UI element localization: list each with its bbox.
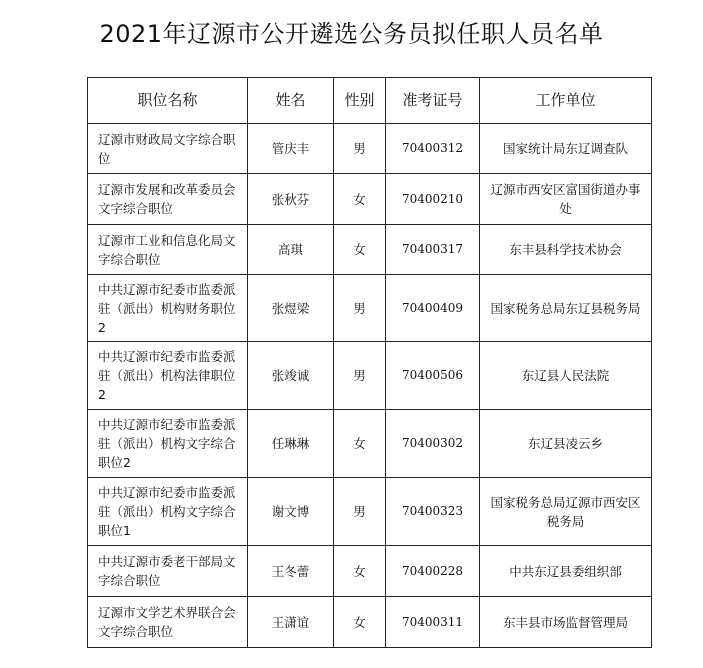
cell-gender: 男 — [334, 342, 386, 410]
cell-gender: 女 — [334, 174, 386, 225]
cell-gender: 男 — [334, 478, 386, 546]
cell-unit: 东辽县凌云乡 — [480, 410, 652, 478]
table-row — [88, 225, 652, 275]
page-title: 2021年辽源市公开遴选公务员拟任职人员名单 — [99, 20, 604, 48]
header-position: 职位名称 — [88, 78, 248, 124]
cell-gender: 女 — [334, 410, 386, 478]
table-row — [88, 478, 652, 546]
cell-name: 张竣诚 — [248, 342, 334, 410]
cell-position: 辽源市工业和信息化局文字综合职位 — [88, 225, 248, 275]
cell-gender: 男 — [334, 124, 386, 174]
table-row — [88, 410, 652, 478]
cell-exam-no: 70400317 — [386, 225, 480, 275]
cell-position: 中共辽源市纪委市监委派驻（派出）机构财务职位2 — [88, 275, 248, 342]
cell-exam-no: 70400302 — [386, 410, 480, 478]
cell-unit: 国家税务总局东辽县税务局 — [480, 275, 652, 342]
cell-gender: 女 — [334, 225, 386, 275]
cell-exam-no: 70400409 — [386, 275, 480, 342]
cell-position: 辽源市发展和改革委员会文字综合职位 — [88, 174, 248, 225]
personnel-table — [87, 77, 652, 648]
cell-unit: 中共东辽县委组织部 — [480, 546, 652, 597]
cell-exam-no: 70400210 — [386, 174, 480, 225]
header-unit: 工作单位 — [480, 78, 652, 124]
table-row — [88, 597, 652, 648]
cell-position: 辽源市财政局文字综合职位 — [88, 124, 248, 174]
cell-position: 中共辽源市纪委市监委派驻（派出）机构法律职位2 — [88, 342, 248, 410]
table-header-row — [88, 78, 652, 124]
header-exam-no: 准考证号 — [386, 78, 480, 124]
table-row — [88, 124, 652, 174]
cell-position: 中共辽源市纪委市监委派驻（派出）机构文字综合职位2 — [88, 410, 248, 478]
cell-position: 辽源市文学艺术界联合会文字综合职位 — [88, 597, 248, 648]
cell-exam-no: 70400311 — [386, 597, 480, 648]
cell-unit: 东丰县市场监督管理局 — [480, 597, 652, 648]
cell-unit: 东辽县人民法院 — [480, 342, 652, 410]
cell-unit: 东丰县科学技术协会 — [480, 225, 652, 275]
cell-name: 张秋芬 — [248, 174, 334, 225]
cell-gender: 女 — [334, 597, 386, 648]
cell-unit: 国家统计局东辽调查队 — [480, 124, 652, 174]
cell-gender: 男 — [334, 275, 386, 342]
cell-name: 王潇谊 — [248, 597, 334, 648]
header-gender: 性别 — [334, 78, 386, 124]
cell-exam-no: 70400312 — [386, 124, 480, 174]
table-row — [88, 342, 652, 410]
cell-unit: 国家税务总局辽源市西安区税务局 — [480, 478, 652, 546]
table-row — [88, 174, 652, 225]
cell-name: 高琪 — [248, 225, 334, 275]
cell-name: 张煜梁 — [248, 275, 334, 342]
cell-name: 管庆丰 — [248, 124, 334, 174]
cell-exam-no: 70400323 — [386, 478, 480, 546]
cell-position: 中共辽源市委老干部局文字综合职位 — [88, 546, 248, 597]
header-name: 姓名 — [248, 78, 334, 124]
cell-position: 中共辽源市纪委市监委派驻（派出）机构文字综合职位1 — [88, 478, 248, 546]
cell-unit: 辽源市西安区富国街道办事处 — [480, 174, 652, 225]
table-row — [88, 275, 652, 342]
cell-gender: 女 — [334, 546, 386, 597]
cell-name: 任琳琳 — [248, 410, 334, 478]
table-row — [88, 546, 652, 597]
cell-exam-no: 70400506 — [386, 342, 480, 410]
cell-exam-no: 70400228 — [386, 546, 480, 597]
cell-name: 王冬蕾 — [248, 546, 334, 597]
cell-name: 谢文博 — [248, 478, 334, 546]
